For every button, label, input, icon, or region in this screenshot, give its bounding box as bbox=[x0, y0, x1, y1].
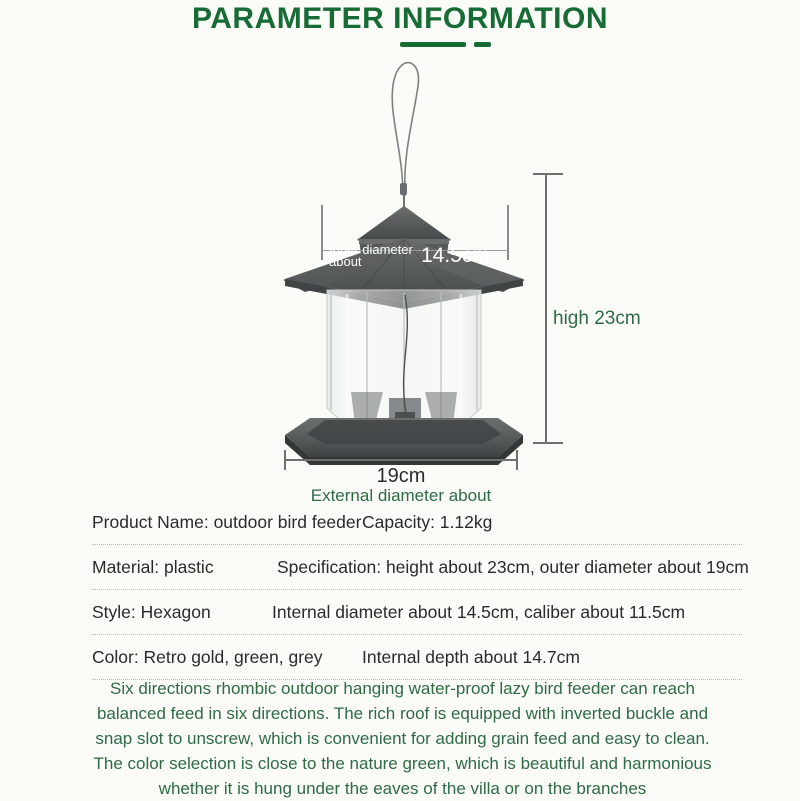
height-dimension-line bbox=[545, 174, 547, 444]
height-tick-bottom bbox=[533, 442, 563, 444]
spec-product-name: Product Name: outdoor bird feeder bbox=[92, 511, 362, 532]
inner-diameter-annotation bbox=[315, 205, 520, 269]
product-description: Six directions rhombic outdoor hanging water-proof lazy bird feeder can reach balanced feed in six directions. The rich roof is equipped with inverted buckle and snap slot to unscrew, which is convenient for adding grain feed and easy to clean. The color selection is close to the nature green, which is beautiful and harmonious whether it is hung under the eaves of the villa or on the branches bbox=[93, 679, 712, 798]
height-dimension-annotation bbox=[530, 170, 660, 450]
inner-diameter-caption: Inner diameter about bbox=[329, 242, 413, 269]
inner-diameter-value: 14.5cm bbox=[421, 244, 490, 267]
width-dimension-line bbox=[285, 459, 517, 461]
spec-internal-diameter: Internal diameter about 14.5cm, caliber about 11.5cm bbox=[272, 601, 686, 622]
width-dimension-value: 19cm bbox=[376, 465, 426, 487]
specification-table bbox=[92, 500, 749, 680]
spec-internal-depth: Internal depth about 14.7cm bbox=[362, 646, 580, 667]
spec-capacity: Capacity: 1.12kg bbox=[362, 511, 493, 532]
spec-style: Style: Hexagon bbox=[92, 601, 211, 622]
table-row bbox=[92, 545, 749, 590]
spec-material: Material: plastic bbox=[92, 556, 214, 577]
hanger-wire-icon bbox=[392, 63, 418, 208]
table-row bbox=[92, 500, 742, 545]
width-dimension-annotation bbox=[280, 448, 530, 505]
width-dimension-caption: External diameter about bbox=[310, 486, 492, 505]
inner-diameter-guide-right bbox=[507, 205, 509, 260]
page-title: PARAMETER INFORMATION bbox=[191, 2, 609, 35]
height-dimension-label: high 23cm bbox=[553, 308, 641, 329]
inner-diameter-guide-left bbox=[321, 205, 323, 260]
spec-color: Color: Retro gold, green, grey bbox=[92, 646, 323, 667]
spec-specification: Specification: height about 23cm, outer diameter about 19cm bbox=[277, 556, 749, 577]
table-row bbox=[92, 590, 742, 635]
table-row bbox=[92, 635, 742, 680]
height-tick-top bbox=[533, 173, 563, 175]
